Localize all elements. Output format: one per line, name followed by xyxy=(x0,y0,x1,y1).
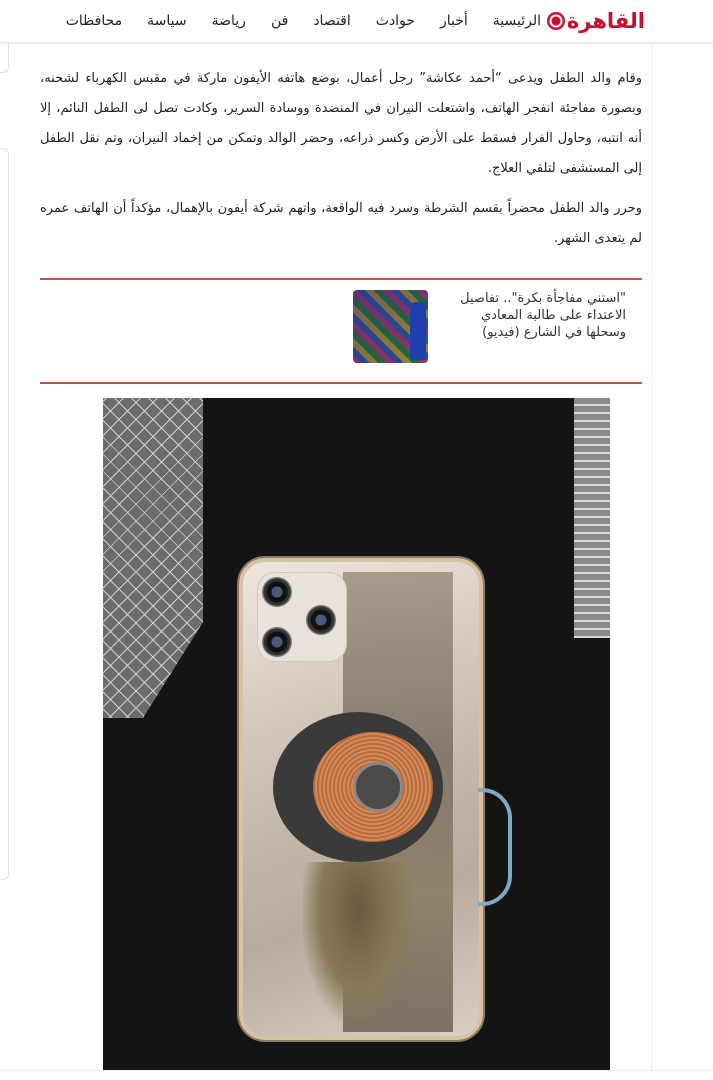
nav-item-home[interactable]: الرئيسية xyxy=(492,13,541,29)
left-side-panel xyxy=(0,148,9,880)
scorch-mark xyxy=(303,862,413,1022)
burnt-phone xyxy=(239,558,483,1040)
thumbnail-figure xyxy=(410,302,426,360)
camera-lens-icon xyxy=(262,627,292,657)
related-article-card[interactable] xyxy=(40,278,642,384)
related-article-title[interactable]: "استني مفاجأة بكرة".. تفاصيل الاعتداء على طالبة المعادي وسحلها في الشارع (فيديو) xyxy=(460,291,626,340)
coil-center xyxy=(353,762,403,812)
logo-eye-icon xyxy=(547,12,565,30)
nav-item-incidents[interactable]: حوادث xyxy=(375,13,415,29)
camera-lens-icon xyxy=(262,577,292,607)
logo-text: القاهرة xyxy=(566,9,645,33)
photo-mesh-right xyxy=(574,398,610,638)
nav-item-art[interactable]: فن xyxy=(270,13,289,29)
bottom-edge xyxy=(0,1070,713,1080)
site-logo[interactable] xyxy=(547,6,645,36)
nav-item-sports[interactable]: رياضة xyxy=(211,13,246,29)
nav-item-news[interactable]: أخبار xyxy=(439,13,468,29)
content-right-border xyxy=(651,42,652,1080)
left-side-panel-top xyxy=(0,42,9,73)
nav-item-governorates[interactable]: محافظات xyxy=(65,13,123,29)
article-body xyxy=(40,64,642,264)
nav-item-politics[interactable]: سياسة xyxy=(147,13,187,29)
nav-item-economy[interactable]: اقتصاد xyxy=(313,13,351,29)
article-photo-burnt-phone xyxy=(103,398,610,1070)
nav-menu xyxy=(41,0,541,42)
article-paragraph-1: وقام والد الطفل ويدعى “أحمد عكاشة” رجل أعمال، بوضع هاتفه الأيفون ماركة في مقبس الكهرباء لشحنه، وبصورة مفاجئة انفجر الهاتف، واشتعلت النيران في المنضدة ووسادة السرير، وكادت تصل لى الطفل النائم، إلا أنه انتبه، وحاول الفرار فسقط على الأرض وكسر ذراعه، وحضر الوالد وتمكن من إخماد النيران، وتم نقل الطفل إلى المستشفى لتلقي العلاج. xyxy=(40,71,642,176)
top-navigation-bar xyxy=(0,0,713,43)
photo-mesh-pattern xyxy=(103,398,203,718)
camera-lens-icon xyxy=(306,605,336,635)
related-article-thumbnail[interactable] xyxy=(353,290,428,363)
camera-module xyxy=(257,572,347,662)
charging-cable xyxy=(478,788,512,906)
article-paragraph-2: وحرر والد الطفل محضراً بقسم الشرطة وسرد فيه الواقعة، واتهم شركة أيفون بالإهمال، مؤكداً أن الهاتف عمره لم يتعدى الشهر. xyxy=(40,201,642,246)
